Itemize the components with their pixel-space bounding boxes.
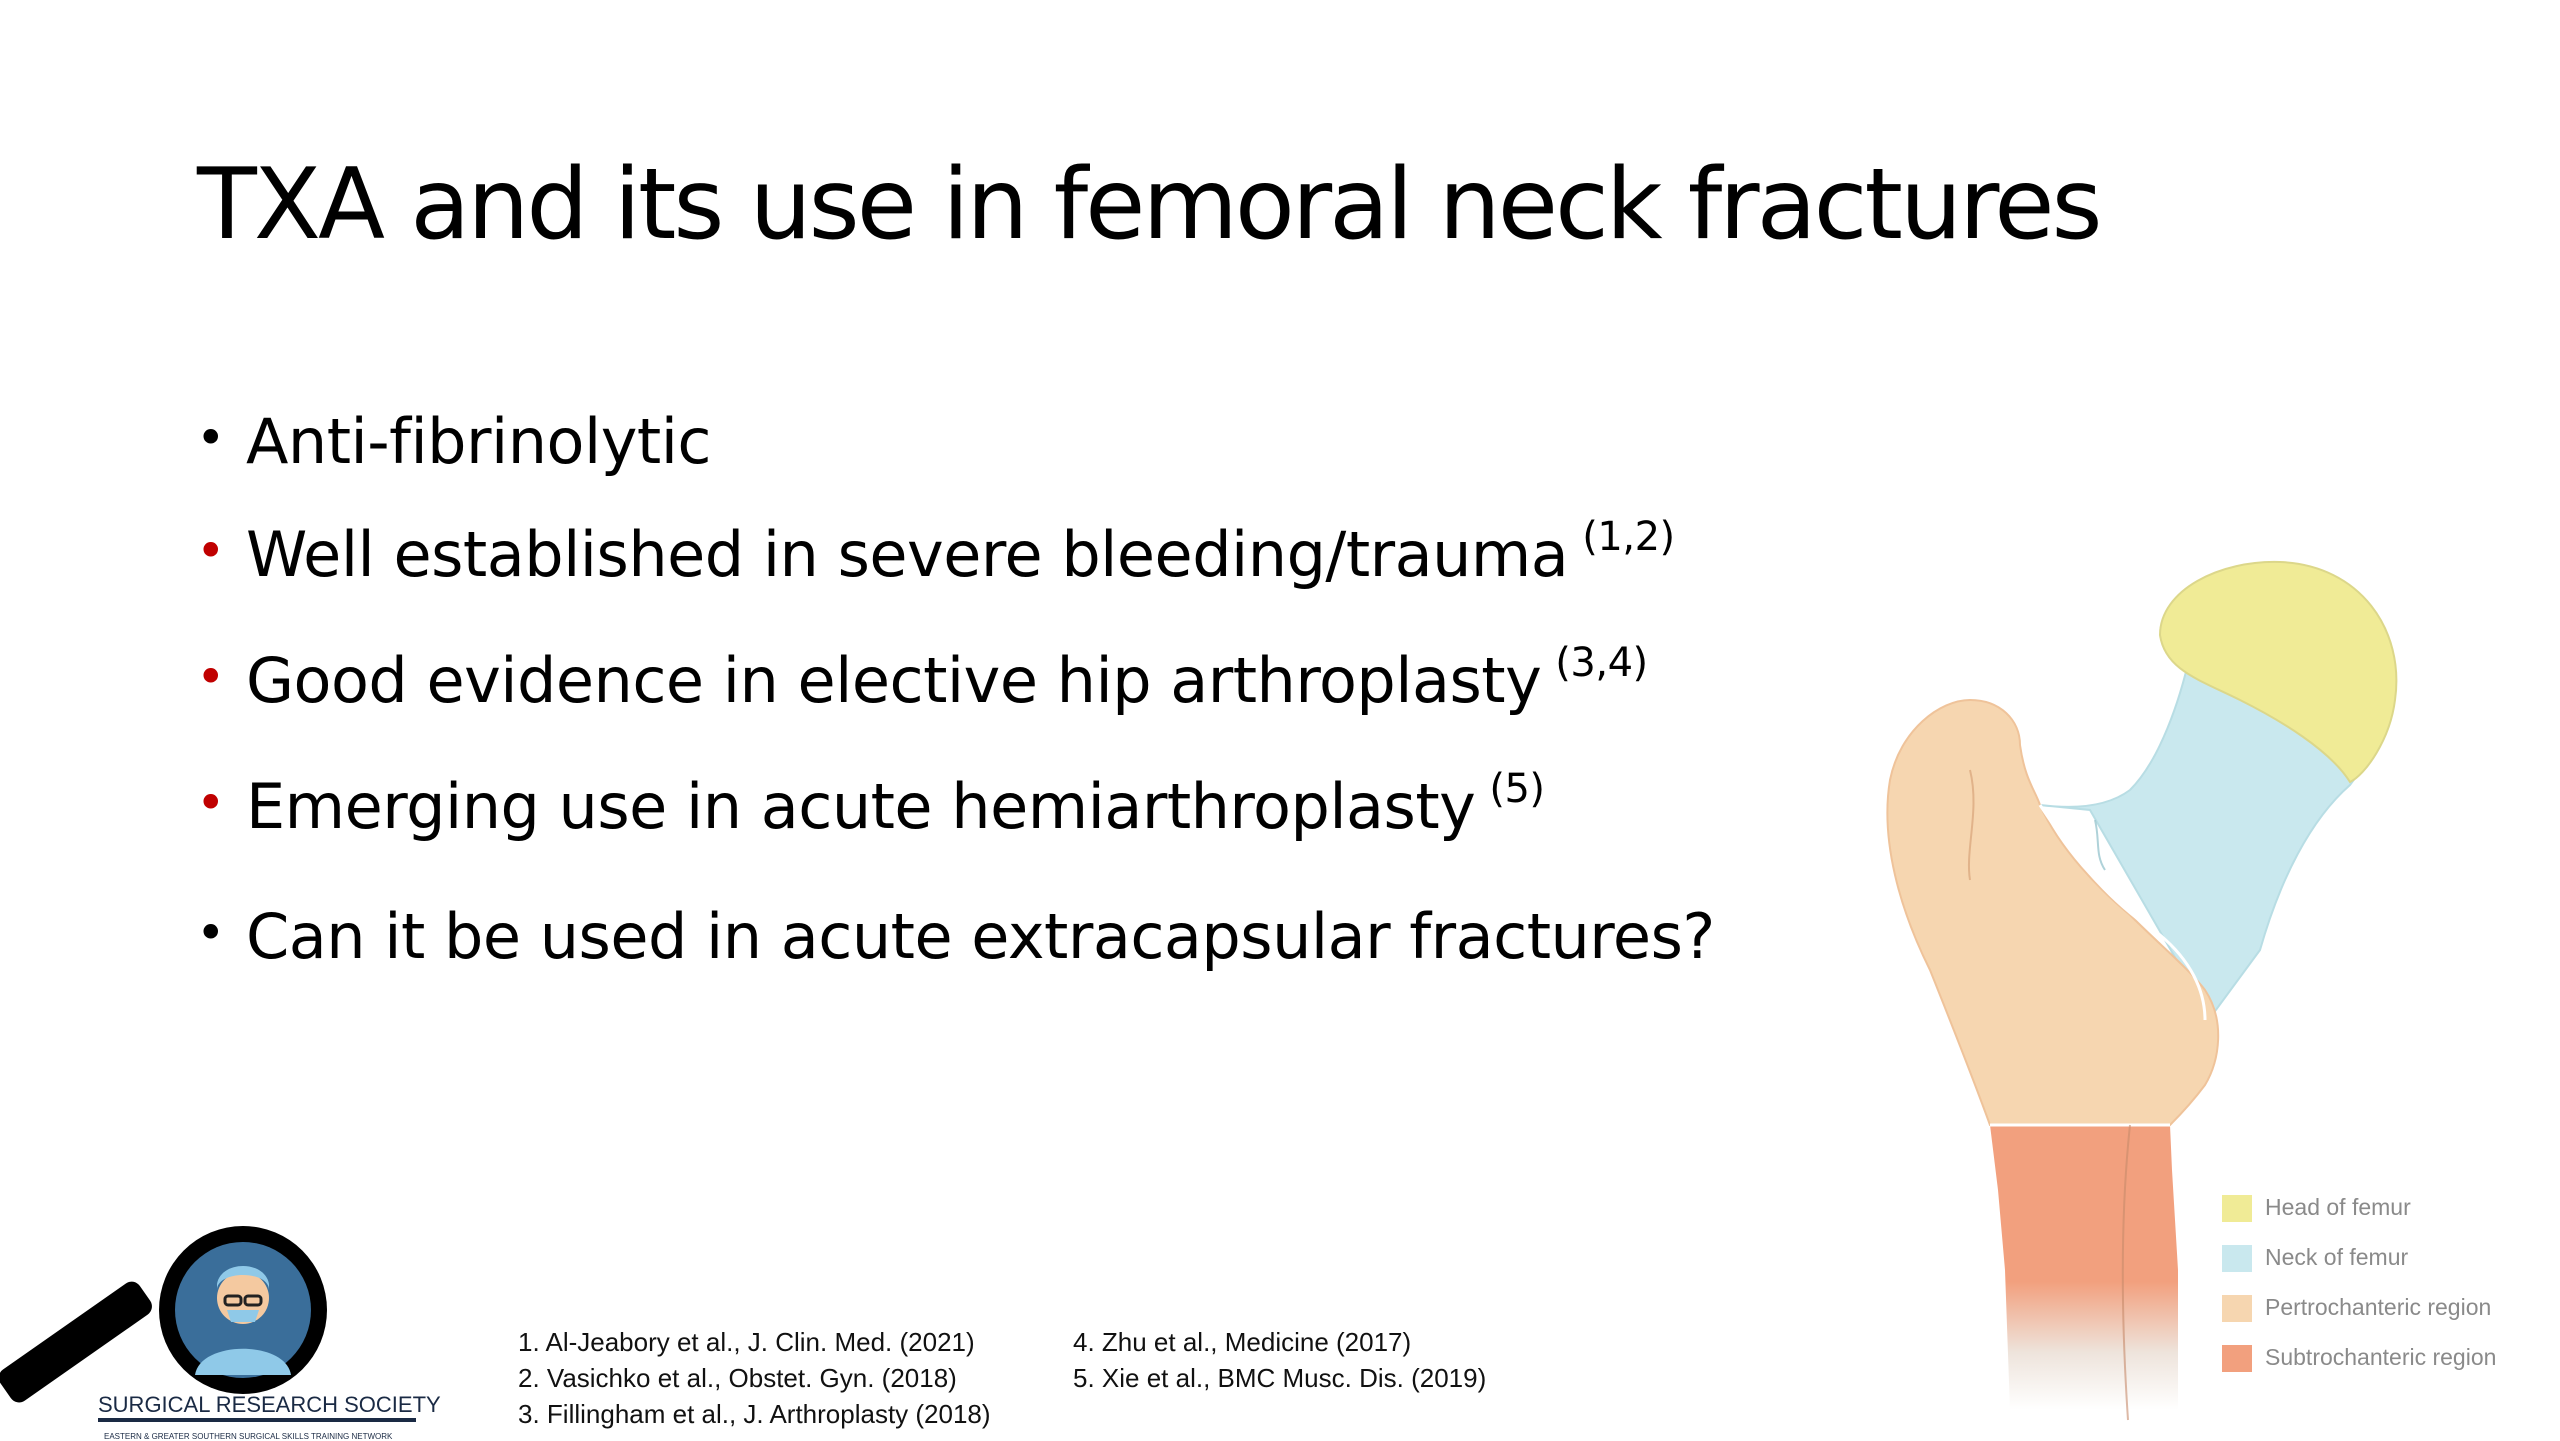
bullet-item <box>196 900 1715 973</box>
reference-item: 3. Fillingham et al., J. Arthroplasty (2018) <box>518 1399 991 1429</box>
bullet-dot: • <box>196 409 225 467</box>
citation: (5) <box>1489 766 1545 812</box>
bullet-list <box>0 0 1800 1000</box>
bullet-text: Can it be used in acute extracapsular fractures? <box>246 900 1715 973</box>
bullet-dot: • <box>196 522 225 580</box>
bullet-text: Anti-fibrinolytic <box>246 405 712 478</box>
slide-title: TXA and its use in femoral neck fractures <box>197 148 2100 262</box>
references-left <box>518 1324 991 1432</box>
legend-swatch <box>2222 1245 2252 1272</box>
reference-item: 4. Zhu et al., Medicine (2017) <box>1073 1327 1412 1357</box>
bullet-item <box>196 640 1648 717</box>
reference-item: 2. Vasichko et al., Obstet. Gyn. (2018) <box>518 1363 957 1393</box>
legend-label: Subtrochanteric region <box>2265 1344 2497 1370</box>
bullet-text: Emerging use in acute hemiarthroplasty <box>246 770 1476 843</box>
bullet-dot: • <box>196 904 225 962</box>
subtrochanteric-region <box>1990 1125 2178 1410</box>
bullet-dot: • <box>196 774 225 832</box>
legend-label: Pertrochanteric region <box>2265 1294 2492 1320</box>
bullet-item <box>196 766 1545 843</box>
citation: (1,2) <box>1582 514 1675 560</box>
citation: (3,4) <box>1555 640 1648 686</box>
bullet-text: Good evidence in elective hip arthroplasty <box>246 644 1542 717</box>
legend-swatch <box>2222 1295 2252 1322</box>
bullet-item <box>196 514 1675 591</box>
bullet-item <box>196 405 711 478</box>
reference-item: 5. Xie et al., BMC Musc. Dis. (2019) <box>1073 1363 1487 1393</box>
legend-label: Neck of femur <box>2265 1244 2409 1270</box>
legend-swatch <box>2222 1345 2252 1372</box>
references-right <box>1073 1324 1486 1396</box>
logo-subtitle: EASTERN & GREATER SOUTHERN SURGICAL SKILLS TRAINING NETWORK <box>104 1432 393 1441</box>
legend-label: Head of femur <box>2265 1194 2411 1220</box>
bullet-text: Well established in severe bleeding/trauma <box>246 518 1569 591</box>
bullet-dot: • <box>196 648 225 706</box>
reference-item: 1. Al-Jeabory et al., J. Clin. Med. (2021) <box>518 1327 975 1357</box>
legend-swatch <box>2222 1195 2252 1222</box>
logo-title: SURGICAL RESEARCH SOCIETY <box>98 1392 441 1417</box>
